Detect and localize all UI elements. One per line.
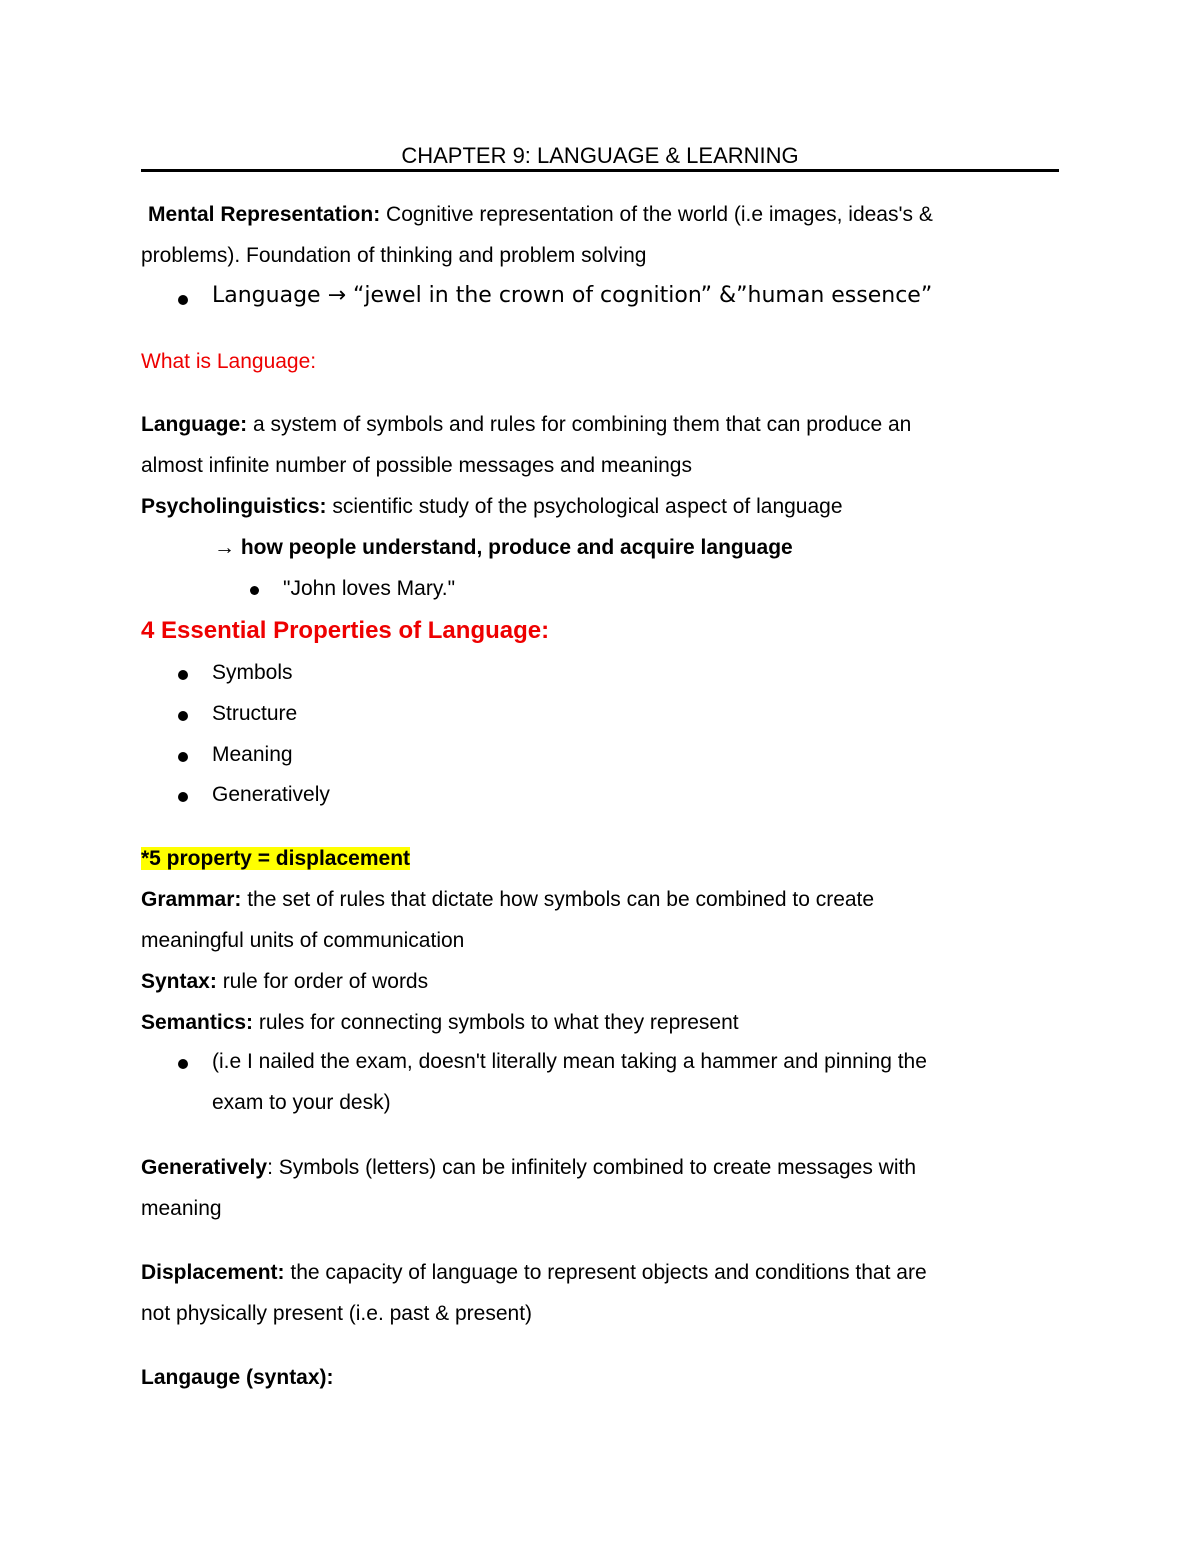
language-def-1: a system of symbols and rules for combining them that can produce an: [247, 413, 912, 436]
bullet-icon: [178, 792, 188, 802]
generatively-term: Generatively: [141, 1156, 268, 1179]
property-item-meaning: Meaning: [212, 743, 293, 766]
psycholinguistics-term: Psycholinguistics:: [141, 495, 327, 518]
generatively-def-1: : Symbols (letters) can be infinitely combined to create messages with: [267, 1156, 917, 1179]
langauge-syntax-heading-text: Langauge (syntax):: [141, 1366, 334, 1389]
semantics-example-1: (i.e I nailed the exam, doesn't literally mean taking a hammer and pinning the: [212, 1050, 927, 1073]
mental-representation-term: Mental Representation:: [148, 203, 381, 226]
property-item-symbols: Symbols: [212, 661, 293, 684]
syntax-term: Syntax:: [141, 970, 217, 993]
property-item-generatively: Generatively: [212, 783, 330, 806]
john-loves-mary-example: "John loves Mary.": [283, 577, 456, 600]
generatively-line: [141, 1156, 916, 1180]
fifth-property-text: *5 property = displacement: [141, 847, 411, 870]
bullet-icon: [250, 586, 259, 595]
displacement-line: [141, 1261, 927, 1285]
syntax-line: [141, 970, 428, 994]
bullet-icon: [178, 295, 188, 305]
mental-representation-line: [148, 203, 933, 227]
grammar-def-2: meaningful units of communication: [141, 929, 465, 952]
displacement-def-2: not physically present (i.e. past & present): [141, 1302, 533, 1325]
semantics-def: rules for connecting symbols to what they represent: [253, 1011, 739, 1034]
displacement-def-1: the capacity of language to represent objects and conditions that are: [284, 1261, 927, 1284]
mental-representation-def-1: Cognitive representation of the world (i.e images, ideas's &: [380, 203, 933, 226]
bullet-icon: [178, 1059, 188, 1069]
psycholinguistics-def: scientific study of the psychological aspect of language: [326, 495, 843, 518]
mental-representation-def-2: problems). Foundation of thinking and problem solving: [141, 244, 647, 267]
bullet-icon: [178, 752, 188, 762]
langauge-syntax-heading: [141, 1366, 334, 1390]
page-title: CHAPTER 9: LANGUAGE & LEARNING: [401, 143, 799, 168]
fifth-property-highlight: [141, 847, 410, 871]
bullet-icon: [178, 711, 188, 721]
psycholinguistics-arrow-line: [214, 536, 793, 560]
property-item-structure: Structure: [212, 702, 298, 725]
psycholinguistics-arrow-text: → how people understand, produce and acquire language: [214, 536, 793, 559]
grammar-term: Grammar:: [141, 888, 242, 911]
semantics-line: [141, 1011, 739, 1035]
language-definition-line: [141, 413, 911, 437]
syntax-def: rule for order of words: [216, 970, 429, 993]
psycholinguistics-line: [141, 495, 843, 519]
bullet-icon: [178, 670, 188, 680]
what-is-language-heading: What is Language:: [141, 350, 317, 373]
grammar-def-1: the set of rules that dictate how symbols can be combined to create: [241, 888, 875, 911]
essential-properties-heading: [141, 617, 549, 645]
language-quote-bullet: Language → “jewel in the crown of cognition” &”human essence”: [212, 283, 933, 308]
grammar-line: [141, 888, 874, 912]
generatively-def-2: meaning: [141, 1197, 222, 1220]
language-term: Language:: [141, 413, 248, 436]
essential-properties-heading-text: 4 Essential Properties of Language:: [141, 617, 550, 644]
language-def-2: almost infinite number of possible messages and meanings: [141, 454, 692, 477]
displacement-term: Displacement:: [141, 1261, 285, 1284]
semantics-term: Semantics:: [141, 1011, 254, 1034]
title-divider: [141, 169, 1059, 172]
semantics-example-2: exam to your desk): [212, 1091, 391, 1114]
